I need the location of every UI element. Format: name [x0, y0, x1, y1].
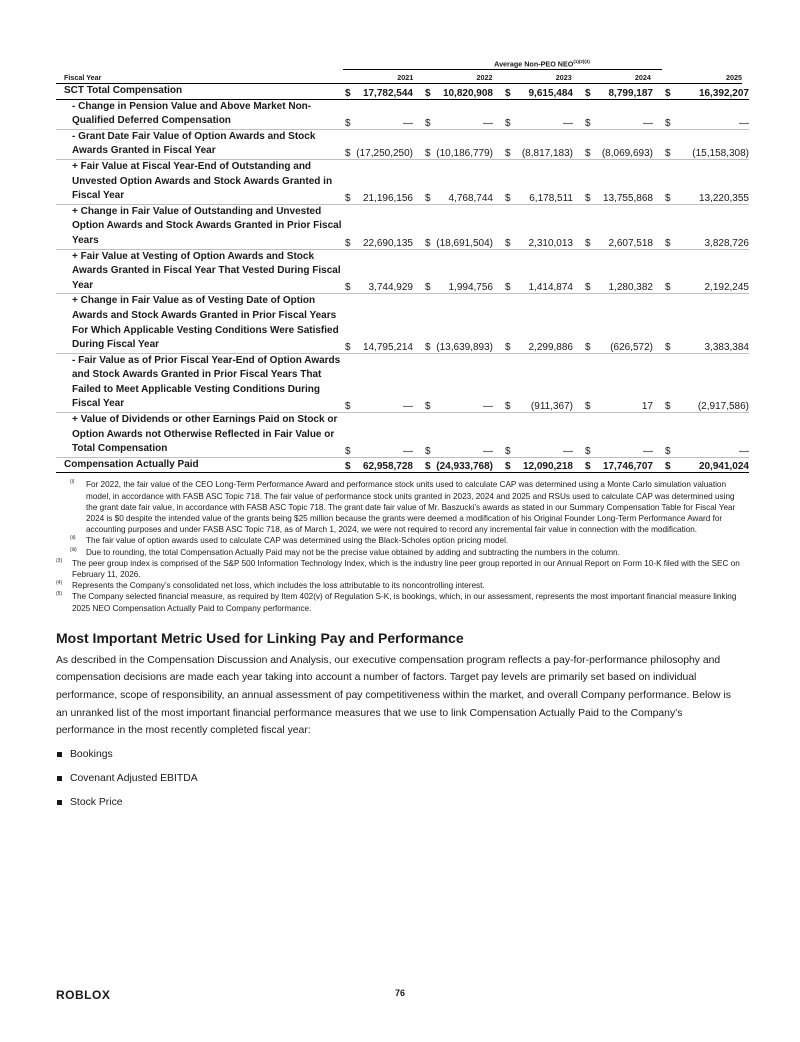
inner-footnotes: [70, 479, 742, 557]
currency-sign: $: [663, 159, 673, 204]
currency-sign: $: [663, 413, 673, 458]
footnote: [70, 547, 742, 558]
currency-sign: $: [583, 129, 593, 159]
cell-value: 10,820,908: [433, 84, 503, 99]
year-header: 2025: [726, 73, 743, 82]
cell-value: 4,768,744: [433, 159, 503, 204]
currency-sign: $: [423, 294, 433, 353]
cell-value: (24,933,768): [433, 457, 503, 473]
cell-value: 17: [593, 353, 663, 412]
cell-value: (10,186,779): [433, 129, 503, 159]
currency-sign: $: [423, 159, 433, 204]
cell-value: —: [513, 99, 583, 129]
cell-value: 8,799,187: [593, 84, 663, 99]
footnote-text: Due to rounding, the total Compensation Actually Paid may not be the precise value obtained by adding and subtracting the numbers in the column.: [86, 547, 620, 557]
cell-value: 3,383,384: [673, 294, 749, 353]
section-paragraph: As described in the Compensation Discussion and Analysis, our executive compensation program reflects a pay-for-performance philosophy and compensation decisions are made each year taking into account a number of factors. Target pay levels are primarily set based on individual performance, scope of responsibility, an annual assessment of pay competitiveness within the market, and overall Company performance. Below is an unranked list of the most important financial performance measures that we use to link Compensation Actually Paid to the Company’s performance in the most recently completed fiscal year:: [56, 654, 731, 737]
cell-value: 1,280,382: [593, 249, 663, 294]
cell-value: 20,941,024: [673, 457, 749, 473]
table-header-row: [56, 70, 742, 84]
currency-sign: $: [663, 249, 673, 294]
cell-value: 9,615,484: [513, 84, 583, 99]
cell-value: (8,069,693): [593, 129, 663, 159]
footnote-marker: (ii): [70, 535, 76, 542]
cell-value: —: [433, 353, 503, 412]
list-item-text: Stock Price: [70, 796, 123, 808]
table-row: [56, 294, 749, 353]
square-bullet-icon: [57, 800, 62, 805]
currency-sign: $: [343, 249, 353, 294]
cell-value: 6,178,511: [513, 159, 583, 204]
currency-sign: $: [663, 129, 673, 159]
row-label: SCT Total Compensation: [56, 84, 343, 99]
currency-sign: $: [423, 84, 433, 99]
currency-sign: $: [343, 99, 353, 129]
table-group-header: [56, 58, 742, 70]
cell-value: (911,367): [513, 353, 583, 412]
metrics-list: [56, 748, 742, 820]
list-item: [56, 748, 742, 772]
currency-sign: $: [343, 84, 353, 99]
currency-sign: $: [343, 294, 353, 353]
row-label: + Value of Dividends or other Earnings Paid on Stock or Option Awards not Otherwise Reflected in Fair Value or Total Compensation: [56, 413, 343, 458]
cell-value: —: [353, 413, 423, 458]
currency-sign: $: [503, 159, 513, 204]
roblox-logo: ROBLOX: [56, 988, 111, 1002]
currency-sign: $: [503, 84, 513, 99]
cell-value: —: [593, 99, 663, 129]
currency-sign: $: [423, 204, 433, 249]
table-row: [56, 159, 749, 204]
footnote-text: Represents the Company’s consolidated net loss, which includes the loss attributable to its noncontrolling interest.: [72, 581, 485, 591]
cell-value: —: [353, 353, 423, 412]
footnote: [70, 479, 742, 535]
currency-sign: $: [503, 249, 513, 294]
cell-value: (15,158,308): [673, 129, 749, 159]
cell-value: —: [353, 99, 423, 129]
currency-sign: $: [423, 99, 433, 129]
row-label: - Fair Value as of Prior Fiscal Year-End of Option Awards and Stock Awards Granted in Prior Fiscal Years That Failed to Meet Applicable Vesting Conditions During Fiscal Year: [56, 353, 343, 412]
currency-sign: $: [583, 99, 593, 129]
footnote-marker: (i): [70, 479, 75, 486]
fiscal-year-label: Fiscal Year: [64, 73, 102, 82]
cell-value: 3,828,726: [673, 204, 749, 249]
cell-value: 2,310,013: [513, 204, 583, 249]
footnote-text: For 2022, the fair value of the CEO Long-Term Performance Award and performance stock units used to calculate CAP was determined using a Monte Carlo simulation valuation model, in accordance with FASB ASC Topic 718. The fair value of performance stock units granted in 2023, 2024 and 2025 and RSUs used to calculate CAP was determined using the grant date fair value, in accordance with FASB ASC Topic 718. The grant date fair value of Mr. Baszucki’s awards as stated in our Summary Compensation Table for Fiscal Year 2024 is $0 despite the intended value of the grants being $25 million because the grants were deemed a modification of his Original Founder Long-Term Performance Award for accounting purposes and under FASB ASC Topic 718, as of March 1, 2024, we were not required to record any incremental fair value in connection with the modification.: [86, 480, 736, 535]
currency-sign: $: [503, 204, 513, 249]
year-header: 2024: [634, 73, 651, 82]
cell-value: 14,795,214: [353, 294, 423, 353]
footnote: [56, 580, 742, 591]
currency-sign: $: [663, 353, 673, 412]
list-item: [56, 796, 742, 820]
table-row: [56, 204, 749, 249]
cell-value: 3,744,929: [353, 249, 423, 294]
cell-value: 1,414,874: [513, 249, 583, 294]
year-header: 2021: [397, 73, 414, 82]
currency-sign: $: [423, 249, 433, 294]
cell-value: —: [433, 413, 503, 458]
row-label: + Fair Value at Fiscal Year-End of Outstanding and Unvested Option Awards and Stock Awards Granted in Fiscal Year: [56, 159, 343, 204]
cell-value: (8,817,183): [513, 129, 583, 159]
row-label: + Change in Fair Value as of Vesting Date of Option Awards and Stock Awards Granted in Prior Fiscal Years For Which Applicable Vesting Conditions Were Satisfied During Fiscal Year: [56, 294, 343, 353]
footnote-marker: (3): [56, 557, 63, 564]
cell-value: (17,250,250): [353, 129, 423, 159]
year-header: 2023: [555, 73, 572, 82]
footnote-marker: (5): [56, 591, 63, 598]
cell-value: 17,782,544: [353, 84, 423, 99]
cell-value: —: [513, 413, 583, 458]
footnote: [70, 535, 742, 546]
footnote: [56, 558, 742, 580]
table-row: [56, 413, 749, 458]
currency-sign: $: [583, 159, 593, 204]
currency-sign: $: [343, 204, 353, 249]
currency-sign: $: [343, 159, 353, 204]
cell-value: (18,691,504): [433, 204, 503, 249]
cell-value: —: [673, 99, 749, 129]
row-label: + Fair Value at Vesting of Option Awards and Stock Awards Granted in Fiscal Year That Vested During Fiscal Year: [56, 249, 343, 294]
cell-value: 1,994,756: [433, 249, 503, 294]
currency-sign: $: [583, 413, 593, 458]
list-item-text: Bookings: [70, 748, 113, 760]
square-bullet-icon: [57, 776, 62, 781]
cell-value: (13,639,893): [433, 294, 503, 353]
cell-value: (626,572): [593, 294, 663, 353]
table-row: [56, 99, 749, 129]
table-row: [56, 129, 749, 159]
group-title: Average Non-PEO $NEO^{(1)(2)(3)}$: [494, 59, 590, 69]
document-page: [56, 58, 749, 820]
currency-sign: $: [423, 457, 433, 473]
currency-sign: $: [583, 294, 593, 353]
footnote-text: The peer group index is comprised of the S&P 500 Information Technology Index, which is the industry line peer group reported in our Annual Report on Form 10-K filed with the SEC on February 11, 2026.: [72, 558, 740, 580]
year-header: 2022: [476, 73, 493, 82]
footnote: [56, 591, 742, 613]
total-row: [56, 457, 749, 473]
currency-sign: $: [503, 99, 513, 129]
currency-sign: $: [503, 294, 513, 353]
currency-sign: $: [663, 457, 673, 473]
table-row: [56, 249, 749, 294]
row-label: Compensation Actually Paid: [56, 457, 343, 473]
row-label: - Grant Date Fair Value of Option Awards and Stock Awards Granted in Fiscal Year: [56, 129, 343, 159]
currency-sign: $: [663, 99, 673, 129]
table-row: [56, 353, 749, 412]
currency-sign: $: [583, 249, 593, 294]
currency-sign: $: [503, 353, 513, 412]
footnote-marker: (iii): [70, 546, 77, 553]
cell-value: 2,607,518: [593, 204, 663, 249]
section-heading: Most Important Metric Used for Linking Pay and Performance: [56, 629, 464, 646]
currency-sign: $: [423, 413, 433, 458]
table-row: [56, 84, 749, 99]
list-item: [56, 772, 742, 796]
currency-sign: $: [343, 457, 353, 473]
cell-value: 22,690,135: [353, 204, 423, 249]
footnote-text: The fair value of option awards used to calculate CAP was determined using the Black-Scholes option pricing model.: [86, 536, 509, 546]
footnote-text: The Company selected financial measure, as required by Item 402(v) of Regulation S-K, is bookings, which, in our assessment, represents the most important financial measure linking 2025 NEO Compensation Actually Paid to Company performance.: [72, 592, 737, 613]
currency-sign: $: [583, 353, 593, 412]
currency-sign: $: [663, 294, 673, 353]
footnote-marker: (4): [56, 580, 63, 587]
cell-value: (2,917,586): [673, 353, 749, 412]
cell-value: 12,090,218: [513, 457, 583, 473]
currency-sign: $: [503, 129, 513, 159]
cell-value: —: [593, 413, 663, 458]
currency-sign: $: [343, 353, 353, 412]
cell-value: 21,196,156: [353, 159, 423, 204]
currency-sign: $: [503, 413, 513, 458]
currency-sign: $: [423, 353, 433, 412]
currency-sign: $: [583, 204, 593, 249]
cell-value: 13,755,868: [593, 159, 663, 204]
cell-value: 13,220,355: [673, 159, 749, 204]
cell-value: —: [433, 99, 503, 129]
cell-value: 2,192,245: [673, 249, 749, 294]
currency-sign: $: [583, 84, 593, 99]
cell-value: 2,299,886: [513, 294, 583, 353]
currency-sign: $: [343, 413, 353, 458]
currency-sign: $: [583, 457, 593, 473]
currency-sign: $: [423, 129, 433, 159]
currency-sign: $: [503, 457, 513, 473]
currency-sign: $: [663, 204, 673, 249]
row-label: + Change in Fair Value of Outstanding and Unvested Option Awards and Stock Awards Granted in Prior Fiscal Years: [56, 204, 343, 249]
page-number: 76: [394, 988, 405, 998]
outer-footnotes: [56, 558, 742, 614]
cap-table: [56, 84, 749, 473]
currency-sign: $: [343, 129, 353, 159]
cell-value: 16,392,207: [673, 84, 749, 99]
cell-value: 62,958,728: [353, 457, 423, 473]
square-bullet-icon: [57, 752, 62, 757]
row-label: - Change in Pension Value and Above Market Non-Qualified Deferred Compensation: [56, 99, 343, 129]
cell-value: 17,746,707: [593, 457, 663, 473]
currency-sign: $: [663, 84, 673, 99]
list-item-text: Covenant Adjusted EBITDA: [70, 772, 198, 784]
cell-value: —: [673, 413, 749, 458]
